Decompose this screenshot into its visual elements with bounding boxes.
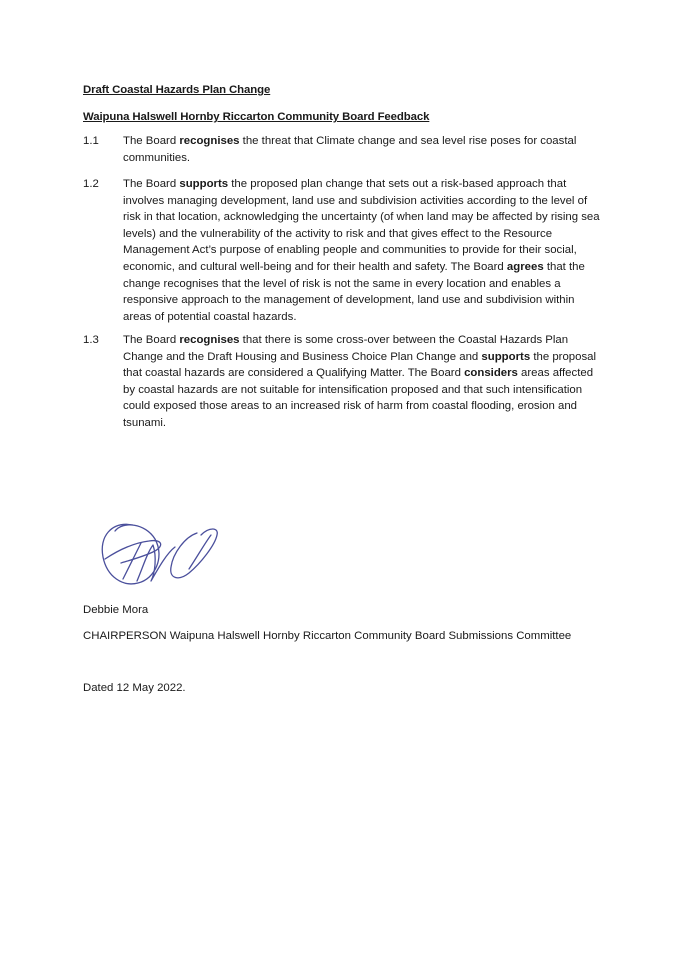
signature-icon	[93, 517, 228, 592]
document-title: Draft Coastal Hazards Plan Change	[83, 84, 271, 96]
emphasis: supports	[179, 178, 229, 190]
paragraph-body: The Board supports the proposed plan change that sets out a risk-based approach that involves managing development, land use and subdivision activities according to the level of risk in that location, acknowledging the uncertainty (of when land may be affected by rising sea levels) and the vulnerability of the activity to risk and that gives effect to the Resource Management Act’s purpose of enabling people and communities to provide for their social, economic, and cultural well-being and for their health and safety. The Board agrees that the change recognises that the level of risk is not the same in every location and enables a responsive approach to the management of development, land use and subdivision within areas of potential coastal hazards.	[123, 178, 600, 323]
paragraph-number: 1.2	[83, 178, 99, 190]
emphasis: supports	[481, 350, 531, 363]
paragraph-body: The Board recognises the threat that Climate change and sea level rise poses for coastal communities.	[123, 135, 577, 164]
emphasis: agrees	[506, 260, 544, 273]
emphasis: considers	[464, 367, 518, 380]
document-subtitle: Waipuna Halswell Hornby Riccarton Community Board Feedback	[83, 111, 430, 123]
emphasis: recognises	[179, 135, 240, 147]
paragraph-number: 1.1	[83, 135, 99, 147]
signatory-name: Debbie Mora	[83, 604, 149, 616]
paragraph-number: 1.3	[83, 334, 99, 346]
date-line: Dated 12 May 2022.	[83, 682, 186, 694]
emphasis: recognises	[179, 334, 240, 346]
paragraph-body: The Board recognises that there is some cross-over between the Coastal Hazards Plan Change and the Draft Housing and Business Choice Plan Change and supports the proposal that coastal hazards are considered a Qualifying Matter. The Board considers areas affected by coastal hazards are not suitable for intensification proposed and that such intensification could exposed those areas to an increased risk of harm from coastal flooding, erosion and tsunami.	[123, 334, 597, 429]
signatory-title: CHAIRPERSON Waipuna Halswell Hornby Riccarton Community Board Submissions Committee	[83, 630, 572, 642]
